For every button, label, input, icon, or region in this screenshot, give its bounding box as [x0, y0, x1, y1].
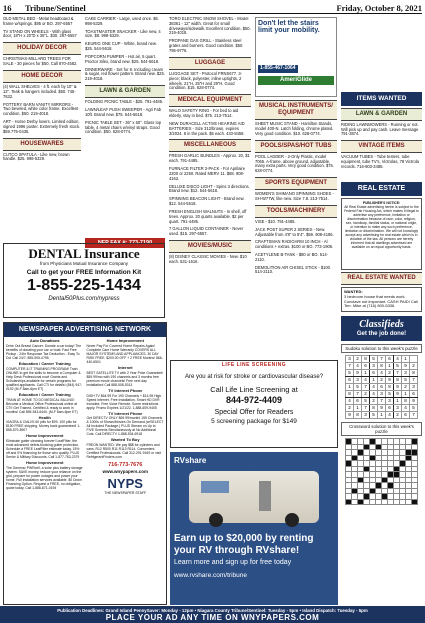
sudoku-row	[346, 398, 418, 405]
heading-movies-music: MOVIES/MUSIC	[169, 240, 251, 253]
sudoku-cell: 6	[354, 398, 362, 405]
sudoku-cell: 6	[346, 377, 354, 384]
rv-wheel-icon	[209, 513, 223, 527]
rvshare-ad	[170, 452, 338, 605]
sudoku-cell: 7	[362, 405, 370, 412]
heading-pools: POOLS/SPAS/HOT TUBS	[255, 140, 337, 153]
heading-home-decor: HOME DECOR	[3, 70, 81, 83]
ad-disco-light: DELUXE DISCO LIGHT - Spins 3 directions. Brand new. $12. 544-5618.	[169, 183, 250, 194]
lifeline-call: Call Life Line Screening at	[210, 384, 298, 394]
ad-garlic: FRESH GARLIC BUNDLES - Approx. 20, $1 each. 791-4485.	[169, 153, 250, 164]
nypa-url: www.wnypapers.com	[102, 468, 149, 474]
sudoku-cell: 6	[402, 412, 410, 419]
heading-holiday-decor: HOLIDAY DECOR	[3, 42, 81, 55]
crossword-cell	[412, 499, 418, 505]
sudoku-cell: 8	[402, 398, 410, 405]
sudoku-row	[346, 363, 418, 370]
ad-toastmaster: TOASTMASTER SNACKER - Like new, 4 size. $8. 998-5329.	[85, 28, 161, 39]
sudoku-cell: 2	[402, 384, 410, 391]
dental-url: Dental50Plus.com/nypress	[48, 296, 120, 303]
nypa-logo: NYPS	[107, 475, 143, 491]
nw-health: VIAGRA & CIALIS! 60 pills for $99. 100 pills for $150 FREE shipping. Money back guaranteed! 1-855-579-8907	[6, 420, 81, 433]
sudoku-cell: 8	[346, 391, 354, 398]
sudoku-cell: 2	[354, 356, 362, 363]
rvshare-headline: Earn up to $20,000 by renting your RV through RVshare!	[174, 533, 314, 556]
sudoku-cell: 8	[394, 377, 402, 384]
sudoku-cell: 1	[346, 384, 354, 391]
sudoku-cell: 5	[370, 356, 378, 363]
nw-internet3-heading: TV Internet Phone	[108, 410, 143, 416]
page-number: 16	[3, 3, 12, 13]
sudoku-cell: 4	[370, 384, 378, 391]
network-columns	[4, 337, 166, 497]
sudoku-cell: 1	[402, 391, 410, 398]
ad-cake-carrier: CAKE CARRIER - Large, used once. $6. 998-5329.	[85, 17, 159, 26]
sudoku-cell: 2	[386, 370, 394, 377]
ad-lawn-sweeper: LAWN/LEAF PUSH SWEEPER - Agri Fab 10ft. Brand new. $75. 544-5618.	[85, 107, 162, 117]
column-3	[169, 17, 251, 362]
sudoku-cell: 6	[386, 356, 394, 363]
sudoku-cell: 4	[386, 412, 394, 419]
nw-auto: Drive Out Breast Cancer: Donate a car today! The benefits of donating your car or boat: Fast Free Pickup - 24hr Response Tax Deduction - Easy To Do! Call 24/7: 855-905-4755	[6, 343, 82, 361]
rv-window-icon	[201, 481, 229, 493]
stairlift-banner	[255, 17, 337, 97]
ad-pool-ladder: POOL LADDER - 2-Only Plastic, model 7065. A-frame, above ground, adjustable, many extra parts. Very good condition. $75. 628-0774.	[255, 153, 334, 174]
ad-picnic-table: PICNIC TABLE SET - 36" x 60". Glass top table, 4 metal chairs w/vinyl straps. Good condition. $50. 628-0774.	[85, 119, 162, 135]
sudoku-row	[346, 356, 418, 363]
nw-internet: BEST SATELLITE TV with 2 Year Price Guarantee! $59.99/mo with 190 channels and 3 months free premium movie channels! Free next day installation! Call 888-508-5313	[86, 370, 164, 387]
sudoku-cell: 1	[370, 377, 378, 384]
sudoku-cell: 2	[362, 391, 370, 398]
heading-vintage: VINTAGE ITEMS	[341, 140, 422, 153]
ad-spinning-shoes: WOMEN'S SHIMANO SPINNING SHOES - SH-W77W, like new. Size 7.8. 213-7514.	[255, 191, 334, 201]
sudoku-cell: 5	[386, 391, 394, 398]
rv-wheel-icon	[285, 513, 299, 527]
nw-edu-heading: Education / Career Training	[18, 361, 71, 367]
ad-liquid-container: 7 GALLON LIQUID CONTAINER - Never used. $15. 297-6557.	[169, 226, 244, 237]
sudoku-cell: 7	[394, 370, 402, 377]
advertising-network	[3, 322, 167, 605]
classifieds-subtitle: Get the job done!	[356, 330, 407, 337]
ad-old-bed: OLD METAL BED - Metal headboard & frame w/springs. $95 or BO. 297-6557	[3, 17, 74, 26]
sudoku-cell: 8	[386, 384, 394, 391]
sudoku-cell: 3	[362, 412, 370, 419]
lifeline-question: Are you at risk for stroke or cardiovascular disease?	[184, 373, 324, 380]
footer-cta: PLACE YOUR AD ANY TIME ON WNYPAPERS.COM	[105, 613, 320, 623]
nw-improve2: The Generac PWRcell, a solar plus battery storage system. SAVE money, reduce your reliance on the grid, prepare for power outages and power your home. Full installation services available. $0 Down Financing Option. Request a FREE, no obligation, quote today. Call 1-888-871-0194	[6, 465, 83, 490]
ad-cutco-spatula: CUTCO SPATULA - Like new, brown handle. $25. 998-5329.	[3, 151, 70, 162]
sudoku-cell: 1	[386, 363, 394, 370]
nypa-subtitle: THE NEWSPAPER STAFF	[104, 491, 147, 496]
sudoku-grid	[345, 355, 418, 419]
sudoku-cell: 3	[370, 363, 378, 370]
sudoku-cell: 3	[378, 391, 386, 398]
sudoku-row	[346, 391, 418, 398]
ad-popcorn-pumper: POPCORN PUMPER - Hot air, 5 quart. Proctor Silex, brand new. $25. 544-5618.	[85, 53, 160, 64]
sudoku-cell: 7	[354, 391, 362, 398]
sudoku-row	[346, 370, 418, 377]
ad-craftsman: CRAFTSMAN RADIOARM 10 INCH - Al conditions + extras. $100 or BO. 773-1906.	[255, 239, 334, 250]
lifeline-offer: Special Offer for Readers	[214, 409, 294, 417]
wanted-title: WANTED:	[344, 289, 363, 295]
ad-riding-mowers: RIDING LAWNMOWERS - Running or not. Will pick up and pay cash. Leave message 791-3874.	[341, 121, 419, 137]
sudoku-cell: 9	[410, 398, 418, 405]
footer-deadlines: Publication Deadlines: Grand Island PennySaver: Monday - 12pm • Niagara County Tribune/Sentinel: Tuesday - 5pm • Island Dispatch: Tuesday - 5pm	[57, 608, 368, 613]
nw-internet2: DISH TV $64.99 For 190 Channels + $14.95 High Speed Internet. Free Installation, Smart HD DVR Included, Free Voice Remote. Some restrictions apply. Promo Expires 1/21/22. 1-888-609-9405	[86, 393, 162, 410]
sudoku-cell: 6	[386, 405, 394, 412]
sudoku-cell: 5	[394, 363, 402, 370]
sudoku-cell: 8	[370, 405, 378, 412]
ad-air-chisel: DEMOLITION AIR CHISEL STICK - $100. 514-2110.	[255, 264, 332, 275]
dental-ad	[3, 243, 165, 318]
nw-c2-improve: Never Pay For Covered Home Repairs Again! Complete Care Home Warranty COVERS ALL MAJOR SYSTEMS AND APPLIANCES. 30 DAY RISK FREE. $200.00 OFF + 2 FREE Months! 866-440-6501	[86, 343, 163, 365]
network-title: NEWSPAPER ADVERTISING NETWORK	[4, 323, 166, 337]
masthead	[3, 3, 422, 14]
sudoku-cell: 2	[394, 412, 402, 419]
sudoku-cell: 9	[386, 377, 394, 384]
lifeline-offer2: 5 screening package for $149	[211, 417, 297, 425]
sudoku-cell: 7	[378, 356, 386, 363]
crossword-row	[346, 499, 418, 505]
dental-title: DENTAL Insurance	[28, 246, 140, 261]
sudoku-cell: 5	[410, 405, 418, 412]
nypa-phone: 716-773-7676	[108, 462, 143, 469]
sudoku-cell: 9	[354, 370, 362, 377]
ad-beacon-light: SPINNING BEACON LIGHT - Brand new. $12. 544-5618.	[169, 196, 245, 207]
sudoku-row	[346, 412, 418, 419]
sudoku-cell: 3	[354, 377, 362, 384]
sudoku-cell: 5	[362, 398, 370, 405]
rv-graphic	[189, 471, 319, 523]
sudoku-cell: 4	[378, 370, 386, 377]
nw-improve2-heading: Home Improvement	[26, 460, 64, 466]
nw-improve-heading: Home Improvement	[26, 433, 64, 439]
ad-toro-shovel: TORO ELECTRIC SNOW SHOVEL - Model 38361 - 12" width. Great for small driveways/sidewalk. Excellent condition. $50. 219-4018.	[169, 17, 251, 36]
dental-cta: Call to get your FREE Information Kit	[26, 268, 142, 276]
sudoku-cell: 3	[394, 405, 402, 412]
sudoku-cell: 9	[402, 363, 410, 370]
notice-title: PUBLISHER'S NOTICE:	[362, 201, 401, 206]
sudoku-cell: 8	[378, 363, 386, 370]
classifieds-title: Classifieds	[359, 318, 404, 330]
network-column-right	[87, 339, 165, 495]
sudoku-cell: 4	[394, 356, 402, 363]
issue-date: Friday, October 8, 2021	[336, 3, 422, 13]
ad-sheet-music-stand: SHEET MUSIC STAND - Hamilton Stands, model 400-N. Latch folding, chrome plated. Very good condition. $10. 628-0774.	[255, 121, 334, 136]
column-5	[341, 17, 422, 605]
heading-luggage: LUGGAGE	[169, 57, 251, 70]
heading-sports: SPORTS EQUIPMENT	[255, 177, 337, 190]
heading-items-wanted: ITEMS WANTED	[341, 92, 422, 106]
heading-medical: MEDICAL EQUIPMENT	[169, 94, 251, 107]
publishers-notice	[341, 198, 422, 270]
nw-edu: COMPUTER & IT TRAINING PROGRAM! Train ONLINE to get the skills to become a Computer & Help Desk Professional now! Grants and Scholarships available for certain programs for qualified applicants. Call CTI for details! (844) 947-0192 (M-F 8am-6pm ET)	[6, 366, 83, 391]
sudoku-cell: 6	[378, 384, 386, 391]
dental-subtitle: from Physicians Mutual Insurance Company	[39, 261, 129, 267]
sudoku-cell: 3	[410, 384, 418, 391]
nw-internet-heading: Internet	[117, 365, 133, 371]
classifieds-banner	[341, 316, 422, 341]
lifeline-logo: LIFE LINE SCREENING	[221, 362, 287, 368]
sudoku-row	[346, 405, 418, 412]
sudoku-cell: 5	[370, 412, 378, 419]
ad-furnace-filter: FURNACE FILTER 2-PACK - For Aprilaire 2200 or 2250. Rated MERV 11. $68. 908-4162.	[169, 166, 246, 181]
ad-christmas-trees: CHRISTMAS-MILLARD TREES FOR SALE - 30 pieces for $50. Call 870-4582.	[3, 56, 78, 67]
sudoku-cell: 7	[362, 384, 370, 391]
sudoku-cell: 3	[386, 398, 394, 405]
sudoku-cell: 7	[410, 412, 418, 419]
sudoku-row	[346, 377, 418, 384]
sudoku-cell: 1	[378, 412, 386, 419]
ad-vacuum-tubes: VACUUM TUBES - Tube testers, tube equipment, tube TV's, Victrolas, 78 Victrola records. 716-903-3488.	[341, 154, 419, 169]
nw-improve: Eliminate gutter cleaning forever! LeafFilter, the most advanced debris-blocking gutter protection. Schedule a FREE LeafFilter estimate today. 15% off and 0% financing for those who qualify. PLUS Senior & Military Discounts. Call 1-877-763-2379	[6, 439, 80, 460]
rvshare-url: www.rvshare.com/tribune	[174, 571, 247, 579]
ad-disney-movies: (8) DISNEY CLASSIC MOVIES - New. $10 each. 531-1616.	[169, 254, 247, 264]
sudoku-cell: 5	[354, 384, 362, 391]
sudoku-cell: 9	[378, 405, 386, 412]
heading-real-estate-wanted: REAL ESTATE WANTED	[341, 272, 422, 285]
ad-propane-grill: PROPANE GAS GRILL - Stainless steel grates and burners. Good condition. $50. 795-9776.	[169, 38, 244, 53]
ad-hearing-batteries: NEW DURACELL ACTIVE HEARING AID BATTERIES - Size 312/brown, expires 3/2024. 8 in the pack. $5 each. 433-8458.	[169, 120, 245, 136]
footer	[0, 606, 425, 623]
nw-wanted-heading: Wanted To Buy	[110, 437, 140, 443]
ad-dinnerware: DINNERWARE - Set for 8. Including cream & sugar, red flower pattern. Brand new. $25. 219-4018.	[85, 66, 165, 82]
nw-edu2: TRAIN AT HOME TO DO MEDICAL BILLING! Become a Medical Office Professional online at CTI! Get Trained, Certified & ready to work in months! Call 855-543-6440. (M-F 8am-6pm ET)	[6, 397, 78, 414]
ad-folding-table: FOLDING PICNIC TABLE - $25. 791-4485.	[85, 99, 164, 105]
crossword-title: Crossword solution to this week's puzzle	[341, 422, 422, 436]
column-2	[85, 17, 165, 239]
sudoku-cell: 9	[346, 412, 354, 419]
sudoku-cell: 3	[346, 356, 354, 363]
sudoku-cell: 8	[362, 356, 370, 363]
sudoku-cell: 4	[354, 363, 362, 370]
column-1	[3, 17, 81, 239]
sudoku-cell: 8	[410, 370, 418, 377]
stairlift-phone: 1-855-467-1064	[260, 64, 296, 71]
sudoku-cell	[410, 356, 418, 363]
ad-keurig: KEURIG ONE CUP - White, brand new. $25. 544-5618.	[85, 41, 157, 52]
paper-name: Tribune/Sentinel	[25, 3, 86, 13]
sudoku-cell: 1	[354, 405, 362, 412]
sudoku-title: Sudoku solution to this week's puzzle	[341, 344, 422, 353]
ad-wall-shelves: (4) WALL SHELVES - 4 ft. each by 10" & 12". Teak & hangers included. $50. 745-7632.	[3, 84, 77, 99]
ad-acetylene: ACETYLENE B-TANK - $80 or BO. 514-2110.	[255, 251, 328, 262]
nw-auto-heading: Auto Donations	[29, 338, 60, 344]
notice-text: All Real Estate advertising herein is subject to the Federal Fair Housing Act, which makes it illegal to advertise any preference, limitation or discrimination because of race, color, religion, sex, handicap, familial status, or national origin, or intention to make any such preference, limitation or discrimination. We will not knowingly accept any advertising for real estate which is in violation of the law. All persons are hereby informed that all dwellings advertised are available on an equal opportunity basis.	[344, 205, 419, 250]
sudoku-cell: 6	[410, 391, 418, 398]
crossword-grid	[345, 438, 418, 505]
sudoku-cell: 4	[346, 398, 354, 405]
sudoku-cell: 4	[402, 405, 410, 412]
sudoku-cell: 5	[402, 377, 410, 384]
sudoku-cell: 4	[362, 377, 370, 384]
dental-phone: 1-855-225-1434	[27, 277, 141, 295]
heading-miscellaneous: MISCELLANEOUS	[169, 139, 251, 152]
real-estate-wanted-box	[341, 287, 422, 312]
rvshare-logo: RVshare	[174, 456, 207, 465]
sudoku-cell: 6	[370, 370, 378, 377]
heading-lawn-garden-wanted: LAWN & GARDEN	[341, 108, 422, 121]
sudoku-cell: 4	[370, 391, 378, 398]
sudoku-cell: 8	[354, 412, 362, 419]
ad-vanity-mirrors: POTTERY BARN VANITY MIRRORS - Two beveled, white color frame. Excellent condition. $50. 219-4018.	[3, 101, 79, 117]
sudoku-row	[346, 384, 418, 391]
heading-lawn-garden: LAWN & GARDEN	[85, 85, 165, 98]
ad-art-poster: ART - Horse Derby lovers. Limited edition, signed 1996 poster. Extremely fresh stock. $59.775-0435.	[3, 119, 81, 134]
sudoku-cell: 7	[346, 363, 354, 370]
nw-internet2-heading: TV Internet Phone	[108, 387, 143, 393]
sudoku-cell: 5	[346, 370, 354, 377]
nw-edu2-heading: Education / Career Training	[18, 391, 71, 397]
stairlift-logo: AmeriGlide	[258, 76, 334, 85]
heading-tools: TOOLS/MACHINERY	[255, 205, 337, 218]
ad-vise: VISE - $10. 791-4485.	[255, 218, 296, 224]
nw-health-heading: Health	[38, 414, 51, 420]
sudoku-cell: 2	[410, 363, 418, 370]
sudoku-cell: 7	[410, 377, 418, 384]
lifeline-ad	[170, 360, 338, 448]
nw-wanted: FREON WANTED: We pay $$$ for cylinders and cans. R12 R500 R11 R113 R114. Convenient. Certified Professionals. Call 312-291-9169 or visit RefrigerantFinders.com	[86, 443, 161, 460]
rv-door-icon	[259, 481, 271, 511]
nw-c2-improve-heading: Home Improvement	[106, 338, 144, 344]
heading-musical: MUSICAL INSTRUMENTS/ EQUIPMENT	[255, 100, 337, 120]
ad-walnuts: FRESH ENGLISH WALNUTS - In shell, off trees. Approx. 20 quarts available. $2 per quart. 791-4485.	[169, 208, 247, 224]
sudoku-cell: 1	[362, 370, 370, 377]
ad-jack-post: JACK POST SUPER 2 SERIES - New. Adjustable from 4'8" to 8'4". $59. 908-4186.	[255, 226, 334, 237]
nfp-fax-bar: NFP FAX #: 773-7190	[85, 238, 165, 248]
sudoku-cell: 1	[394, 398, 402, 405]
lifeline-phone: 844-972-4409	[225, 394, 283, 405]
network-column-left	[6, 339, 84, 495]
sudoku-cell: 2	[370, 398, 378, 405]
column-4	[255, 17, 337, 362]
sudoku-cell: 2	[378, 377, 386, 384]
sudoku-cell: 7	[378, 398, 386, 405]
heading-real-estate: REAL ESTATE	[341, 182, 422, 196]
sudoku-cell: 1	[402, 356, 410, 363]
heading-housewares: HOUSEWARES	[3, 138, 81, 151]
ad-tv-stand: TV STAND ON WHEELS - With glass door, 18"H x 20"D x 35"L. $30. 297-6557	[3, 28, 77, 39]
stairlift-title: Don't let the stairs limit your mobility.	[258, 20, 320, 35]
sudoku-cell: 2	[346, 405, 354, 412]
nw-internet3: Get DIRECTV ONLY $69.99/month! 155 Channels & 1000s of Shows/Movies On Demand (w/SELECT All Included Package.) PLUS Stream on Up to FIVE Screens Simultaneously at No Additional Cost. Call DIRECTV 1-888-534-6918	[86, 416, 164, 437]
sudoku-cell: 3	[402, 370, 410, 377]
sudoku-cell: 6	[362, 363, 370, 370]
rvshare-subtitle: Learn more and sign up for free today	[174, 559, 292, 567]
ad-safety-ring: WALO SAFETY RING - For bed to aid elderly, stay in bed. $75. 213-7514.	[169, 108, 239, 119]
sudoku-cell: 9	[394, 384, 402, 391]
sudoku-cell: 9	[394, 391, 402, 398]
wanted-text: 3 bedroom house that needs work. Conclave not important. CASH PAID! Call Terr. Mike at (716) 800-5336.	[344, 293, 418, 309]
ad-luggage-set: LUGGAGE SET - Protocol FRNS677. 3-piece; black, polyester, inline uprights, 2 wheels. 21"H, 25"H and 29"H. Good condition. $15. 628-0774.	[169, 70, 242, 91]
